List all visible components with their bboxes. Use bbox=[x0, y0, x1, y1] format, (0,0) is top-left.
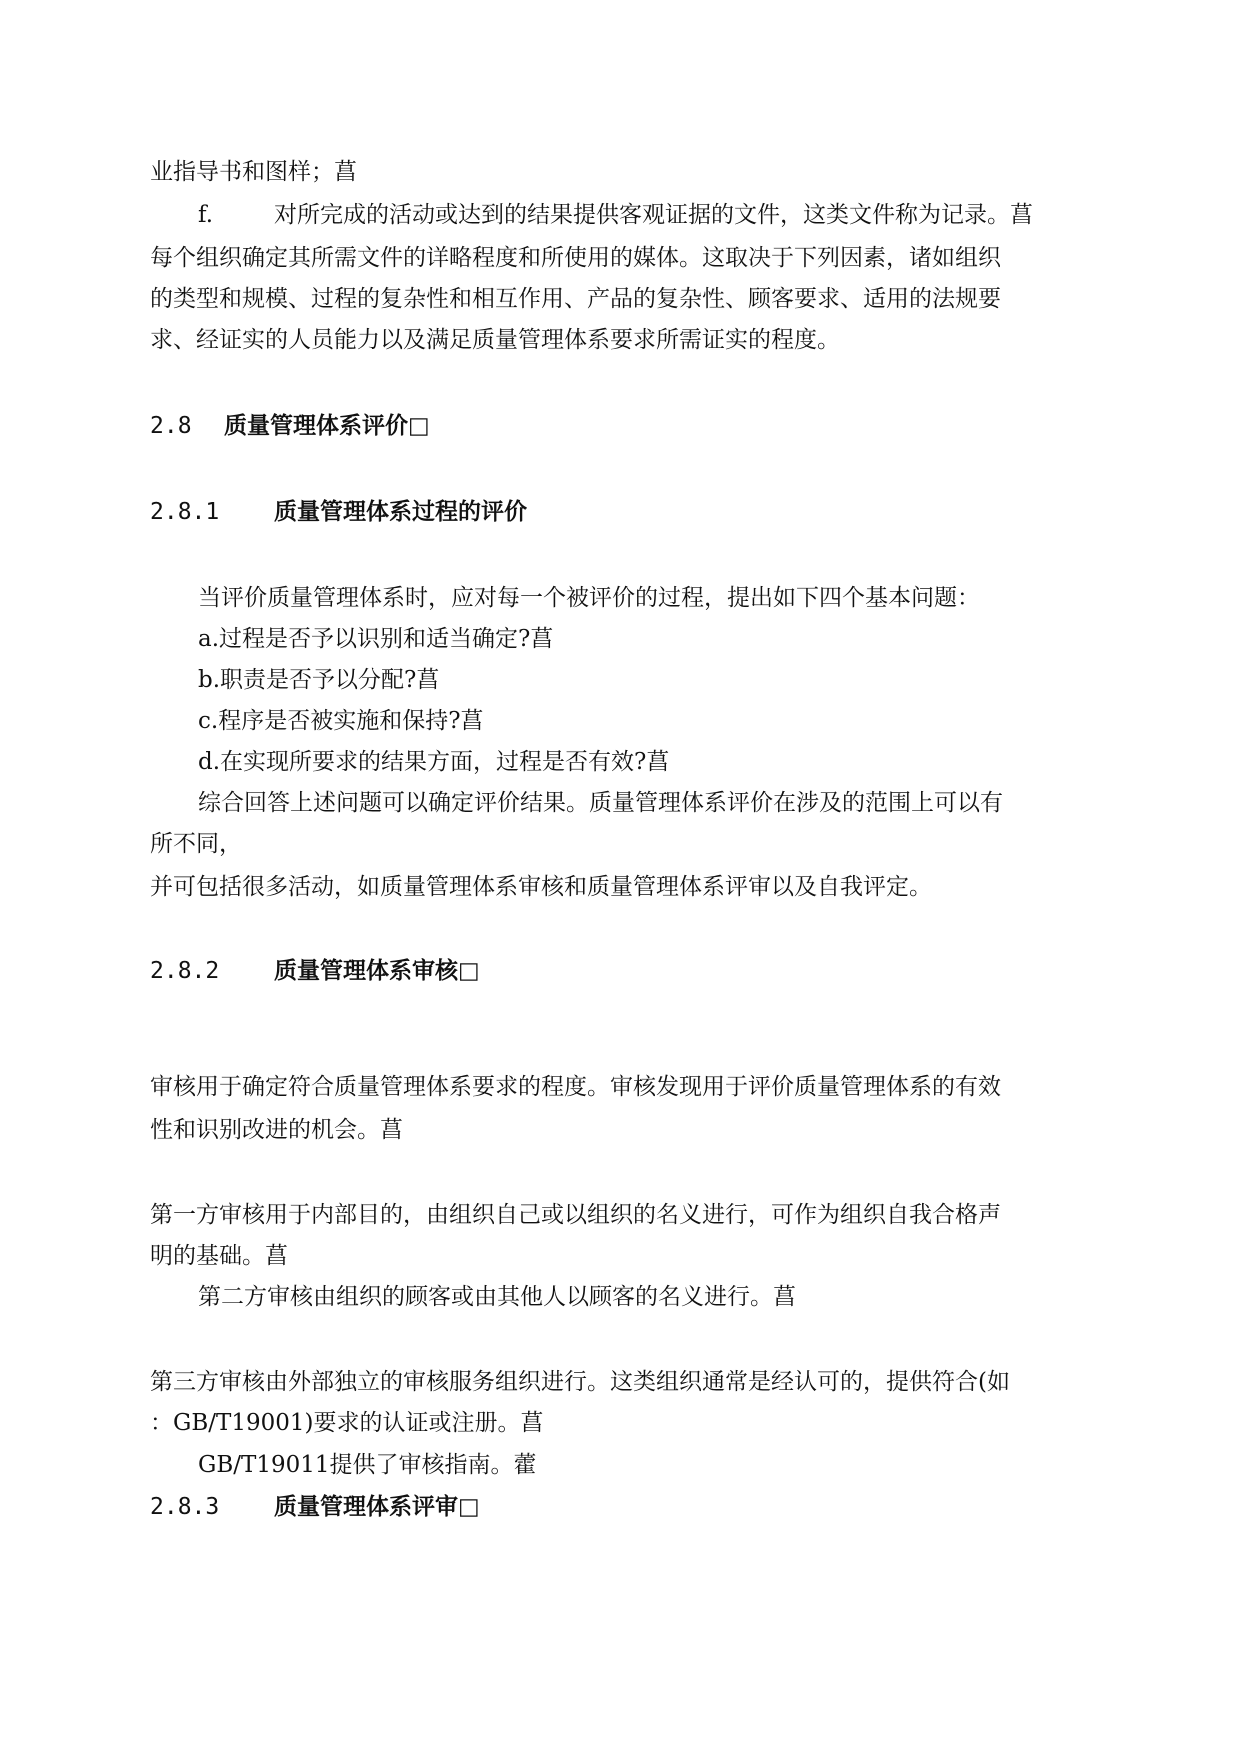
paragraph-line: 并可包括很多活动，如质量管理体系审核和质量管理体系评审以及自我评定。 bbox=[150, 874, 932, 900]
list-item-f bbox=[198, 200, 1033, 230]
paragraph-line: 综合回答上述问题可以确定评价结果。质量管理体系评价在涉及的范围上可以有 bbox=[198, 790, 1003, 816]
paragraph-line: ：GB/T19001)要求的认证或注册。菖 bbox=[150, 1410, 544, 1436]
question-item: c.程序是否被实施和保持?菖 bbox=[198, 708, 484, 734]
text-line: 业指导书和图样；菖 bbox=[150, 159, 357, 185]
paragraph-line: GB/T19011提供了审核指南。藿 bbox=[198, 1452, 537, 1478]
text-line: 每个组织确定其所需文件的详略程度和所使用的媒体。这取决于下列因素，诸如组织 bbox=[150, 245, 1001, 271]
paragraph-line: 第一方审核用于内部目的，由组织自己或以组织的名义进行，可作为组织自我合格声 bbox=[150, 1202, 1001, 1228]
list-item-text: 对所完成的活动或达到的结果提供客观证据的文件，这类文件称为记录。菖 bbox=[274, 202, 1033, 228]
section-title: 质量管理体系过程的评价 bbox=[274, 499, 527, 525]
paragraph-line: 所不同， bbox=[150, 831, 242, 857]
section-heading: 2.8 质量管理体系评价□ bbox=[150, 413, 430, 439]
list-label: f. bbox=[198, 202, 214, 228]
text-line: 的类型和规模、过程的复杂性和相互作用、产品的复杂性、顾客要求、适用的法规要 bbox=[150, 286, 1001, 312]
question-item: b.职责是否予以分配?菖 bbox=[198, 667, 440, 693]
section-number: 2.8.2 bbox=[150, 958, 220, 984]
paragraph-line: 当评价质量管理体系时，应对每一个被评价的过程，提出如下四个基本问题： bbox=[198, 585, 980, 611]
section-heading: 2.8.2 质量管理体系审核□ bbox=[150, 958, 480, 984]
paragraph-line: 明的基础。菖 bbox=[150, 1243, 288, 1269]
section-title: 质量管理体系审核 bbox=[274, 958, 458, 984]
section-heading: 2.8.3 质量管理体系评审□ bbox=[150, 1494, 480, 1520]
paragraph-line: 性和识别改进的机会。菖 bbox=[150, 1117, 403, 1143]
question-item: a.过程是否予以识别和适当确定?菖 bbox=[198, 626, 554, 652]
paragraph-line: 审核用于确定符合质量管理体系要求的程度。审核发现用于评价质量管理体系的有效 bbox=[150, 1074, 1001, 1100]
text-line: 求、经证实的人员能力以及满足质量管理体系要求所需证实的程度。 bbox=[150, 327, 840, 353]
section-number: 2.8.3 bbox=[150, 1494, 220, 1520]
question-item: d.在实现所要求的结果方面，过程是否有效?菖 bbox=[198, 749, 670, 775]
section-number: 2.8.1 bbox=[150, 499, 220, 525]
section-title: 质量管理体系评价 bbox=[224, 413, 408, 439]
paragraph-line: 第二方审核由组织的顾客或由其他人以顾客的名义进行。菖 bbox=[198, 1284, 796, 1310]
section-heading bbox=[150, 497, 527, 527]
section-title: 质量管理体系评审 bbox=[274, 1494, 458, 1520]
paragraph-line: 第三方审核由外部独立的审核服务组织进行。这类组织通常是经认可的，提供符合(如 bbox=[150, 1369, 1010, 1395]
section-number: 2.8 bbox=[150, 413, 192, 439]
